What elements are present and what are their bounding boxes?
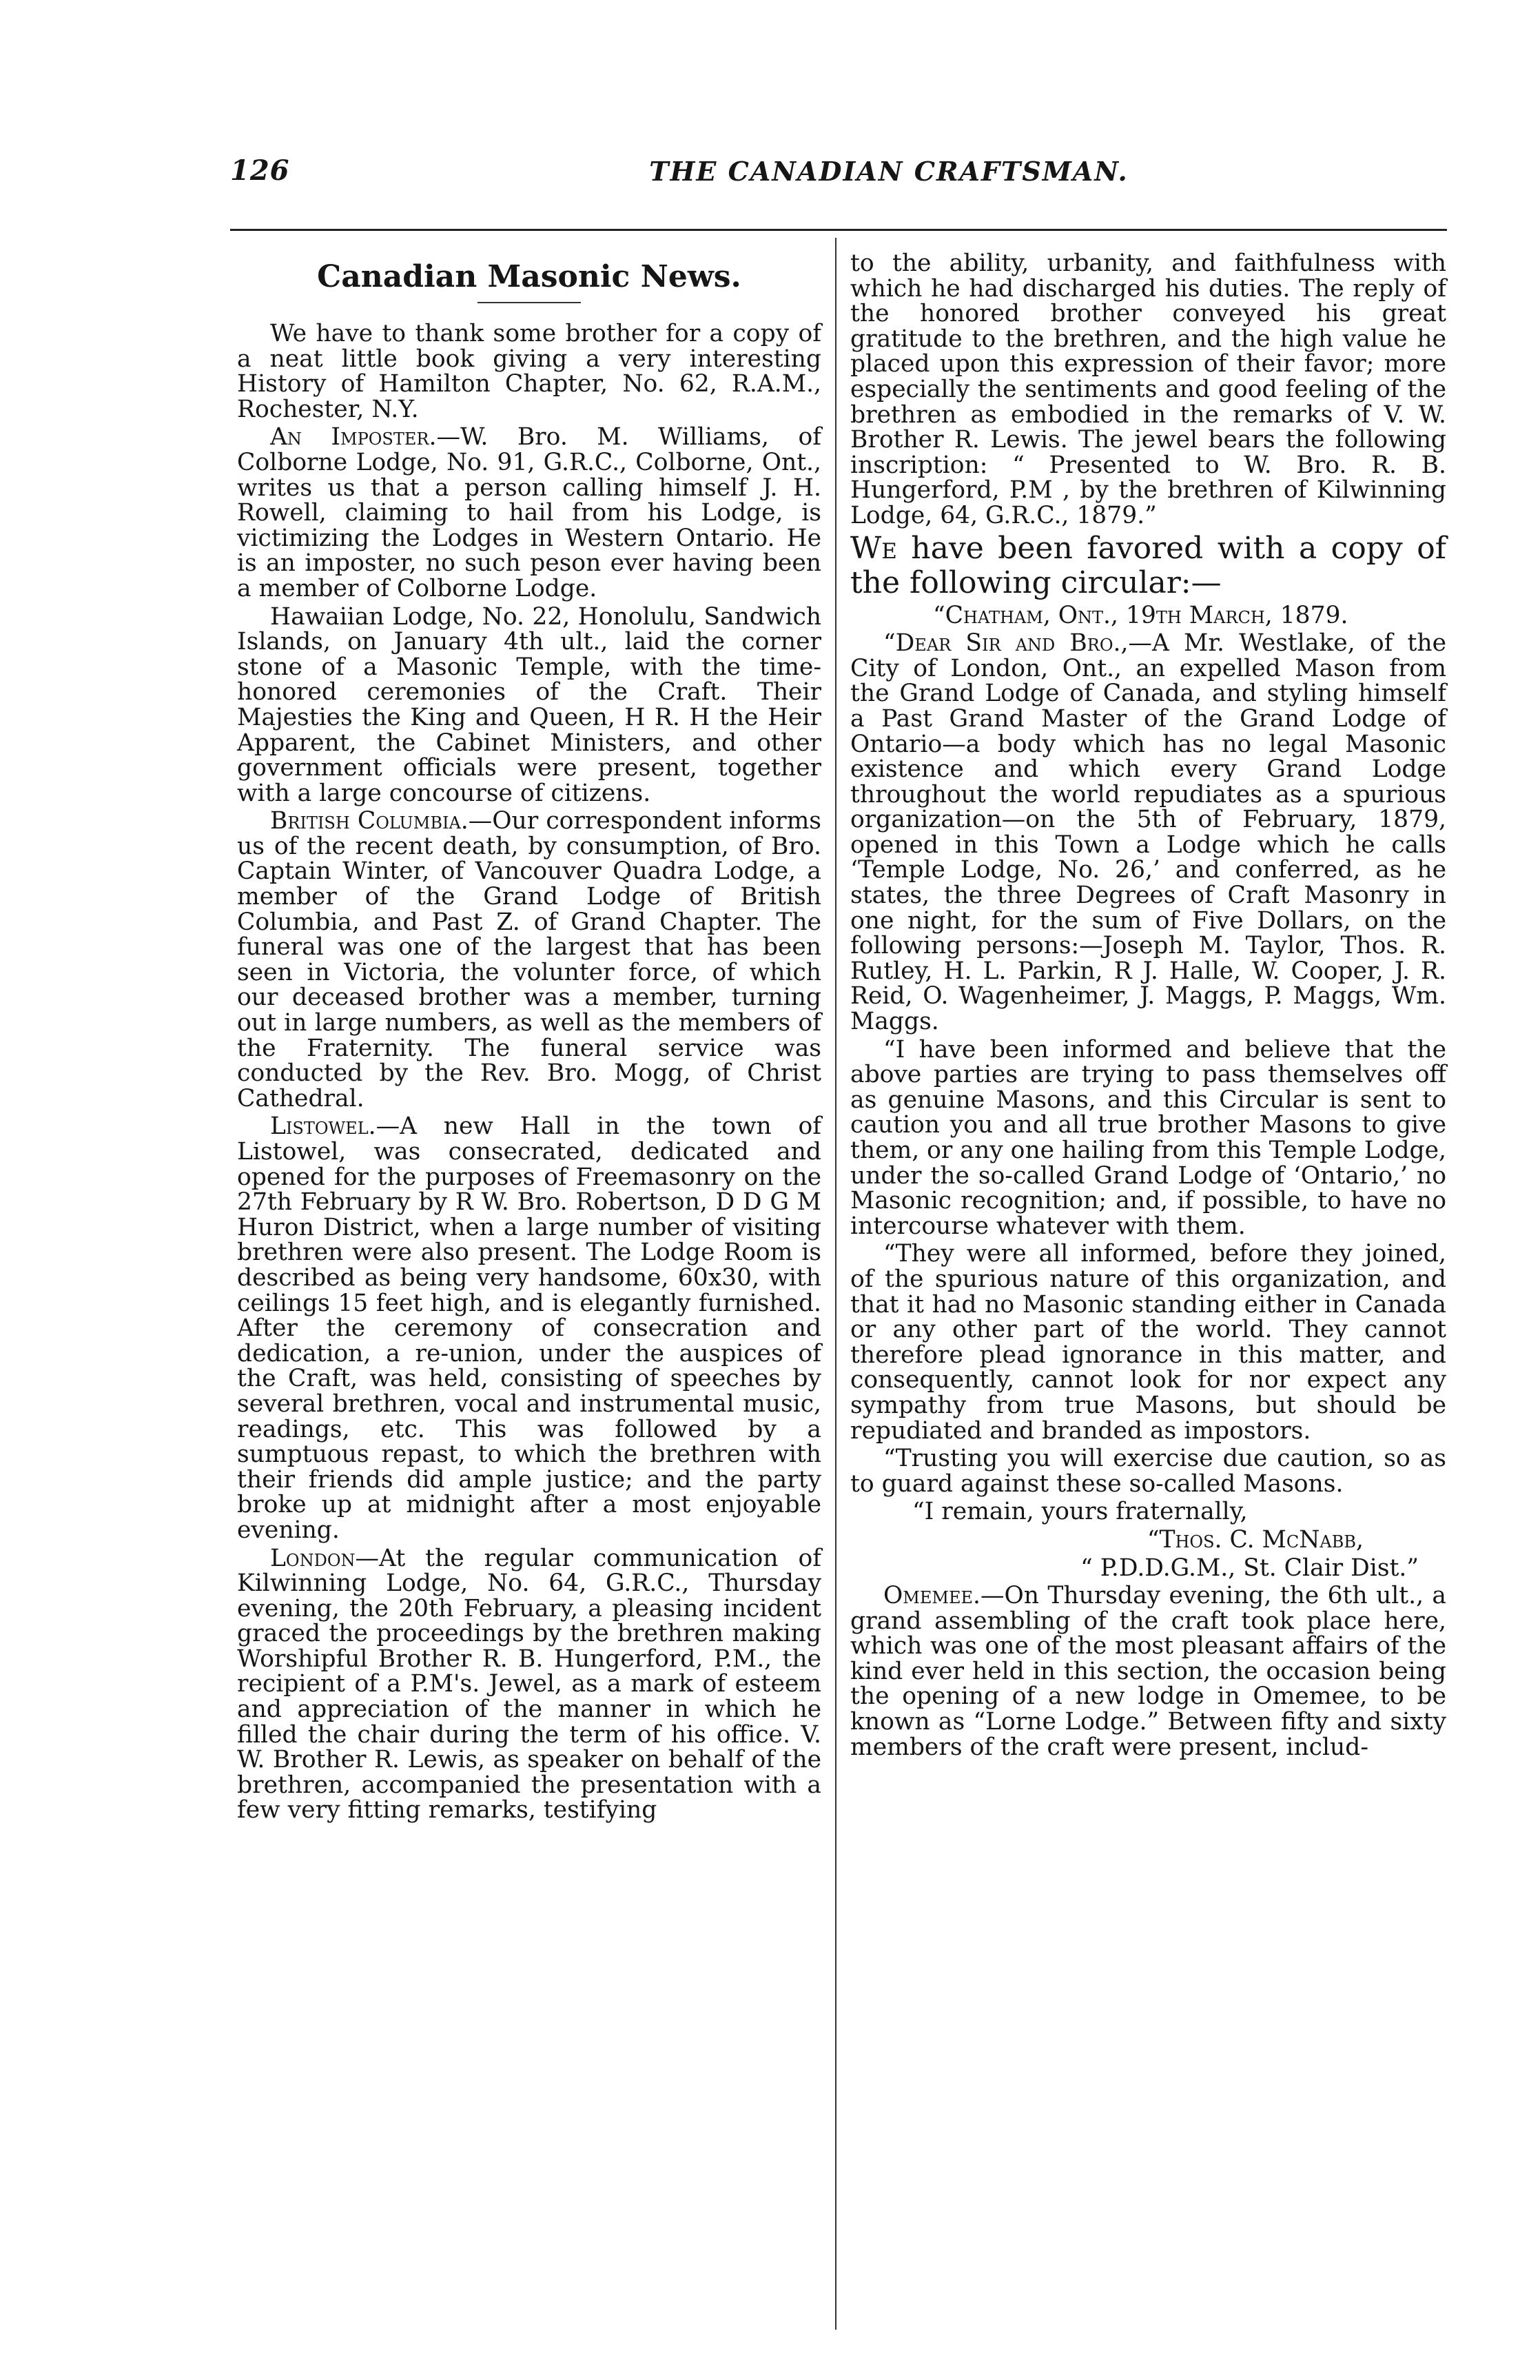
title-rule [478,302,581,303]
circular-paragraph-1: “Dear Sir and Bro.,—A Mr. Westlake, of the City of London, Ont., an expelled Mason from the Grand Lodge of Canada, and styling himself a Past Grand Master of the Grand Lodge of Ontario—a body which has no legal Masonic existence and which every Grand Lodge throughout the world repudiates as a spurious organization—on the 5th of February, 1879, opened in this Town a Lodge which he calls ‘Temple Lodge, No. 26,’ and conferred, as he states, the three Degrees of Craft Masonry in one night, for the sum of Five Dollars, on the following persons:—Joseph M. Taylor, Thos. R. Rutley, H. L. Parkin, R J. Halle, W. Cooper, J. R. Reid, O. Wagenheimer, J. Maggs, P. Maggs, Wm. Maggs. [850,629,1446,1036]
journal-title: THE CANADIAN CRAFTSMAN. [649,156,1129,187]
paragraph-continued: to the ability, urbanity, and faithfulness with which he had discharged his duties. The reply of the honored brother conveyed his great gratitude to the brethren, and the high value he placed upon this expression of their favor; more especially the sentiments and good feeling of the brethren as embodied in the remarks of V. W. Brother R. Lewis. The jewel bears the following inscription: “ Presented to W. Bro. R. B. Hungerford, P.M , by the brethren of Kilwinning Lodge, 64, G.R.C., 1879.” [850,250,1446,529]
header-rule [230,229,1447,231]
column-divider [835,238,836,2330]
circular-paragraph-2: “I have been informed and believe that the above parties are trying to pass themselves off as genuine Masons, and this Circular is sent to caution you and all true brother Masons to give them, or any one hailing from this Temple Lodge, under the so-called Grand Lodge of ‘Ontario,’ no Masonic recognition; and, if possible, to have no intercourse whatever with them. [850,1035,1446,1240]
paragraph-book-thanks: We have to thank some brother for a copy of a neat little book giving a very interesting History of Hamilton Chapter, No. 62, R.A.M., Rochester, N.Y. [237,320,821,423]
signature-title: “ P.D.D.G.M., St. Clair Dist.” [1080,1554,1419,1582]
circular-date: “Chatham, Ont., 19th March, 1879. [933,601,1348,629]
paragraph-hawaiian-lodge: Hawaiian Lodge, No. 22, Honolulu, Sandwich Islands, on January 4th ult., laid the corner stone of a Masonic Temple, with the time-honored ceremonies of the Craft. Their Majesties the King and Queen, H R. H the Heir Apparent, the Cabinet Ministers, and other government officials were present, together with a large concourse of citizens. [237,602,821,807]
lead-london: London [270,1544,356,1572]
paragraph-london: London—At the regular communication of Kilwinning Lodge, No. 64, G.R.C., Thursday evening, the 20th February, a pleasing incident graced the proceedings by the brethren making Worshipful Brother R. B. Hungerford, P.M., the recipient of a P.M's. Jewel, as a mark of esteem and appreciation of the manner in which he filled the chair during the term of his office. V. W. Brother R. Lewis, as speaker on behalf of the brethren, accompanied the presentation with a few very fitting remarks, testifying [237,1544,821,1824]
circular-paragraph-4: “Trusting you will exercise due caution, so as to guard against these so-called Masons. [850,1445,1446,1498]
paragraph-british-columbia: British Columbia.—Our correspondent informs us of the recent death, by consumption, of Bro. Captain Winter, of Vancouver Quadra Lodge, a member of the Grand Lodge of British Columbia, and Past Z. of Grand Chapter. The funeral was one of the largest that has been seen in Victoria, the volunter force, of which our deceased brother was a member, turning out in large numbers, as well as the members of the Fraternity. The funeral service was conducted by the Rev. Bro. Mogg, of Christ Cathedral. [237,807,821,1112]
lead-british-columbia: British Columbia. [270,807,469,835]
right-column [850,251,1446,1762]
signature-name: “Thos. C. McNabb, [1147,1525,1364,1554]
paragraph-listowel: Listowel.—A new Hall in the town of Listowel, was consecrated, dedicated and opened for the purposes of Freemasonry on the 27th February by R W. Bro. Robertson, D D G M Huron District, when a large number of visiting brethren were also present. The Lodge Room is described as being very handsome, 60x30, with ceilings 15 feet high, and is elegantly furnished. After the ceremony of consecration and dedication, a re-union, under the auspices of the Craft, was held, consisting of speeches by several brethren, vocal and instrumental music, readings, etc. This was followed by a sumptuous repast, to which the brethren with their friends did ample justice; and the party broke up at midnight after a most enjoyable evening. [237,1112,821,1544]
lead-imposter: An Imposter. [270,423,437,451]
lead-salutation: “Dear Sir and Bro., [883,629,1129,658]
section-title: Canadian Masonic News. [317,259,741,294]
paragraph-circular-intro: We have been favored with a copy of the following circular:— [850,530,1446,600]
paragraph-omemee: Omemee.—On Thursday evening, the 6th ult., a grand assembling of the craft took place here, which was one of the most pleasant affairs of the kind ever held in this section, the occasion being the opening of a new lodge in Omemee, to be known as “Lorne Lodge.” Between fifty and sixty members of the craft were present, includ- [850,1582,1446,1761]
lead-listowel: Listowel. [270,1112,376,1141]
lead-omemee: Omemee. [883,1582,981,1610]
paragraph-imposter: An Imposter.—W. Bro. M. Williams, of Colborne Lodge, No. 91, G.R.C., Colborne, Ont., writes us that a person calling himself J. H. Rowell, claiming to hail from his Lodge, is victimizing the Lodges in Western Ontario. He is an imposter, no such peson ever having been a member of Colborne Lodge. [237,423,822,602]
left-column [237,251,821,1826]
page-number: 126 [230,154,290,187]
circular-closing: “I remain, yours fraternally, [912,1498,1248,1526]
circular-paragraph-3: “They were all informed, before they joined, of the spurious nature of this organization, and that it had no Masonic standing either in Canada or any other part of the world. They cannot therefore plead ignorance in this matter, and consequently, cannot look for nor expect any sympathy from true Masons, but should be repudiated and branded as impostors. [850,1240,1446,1445]
